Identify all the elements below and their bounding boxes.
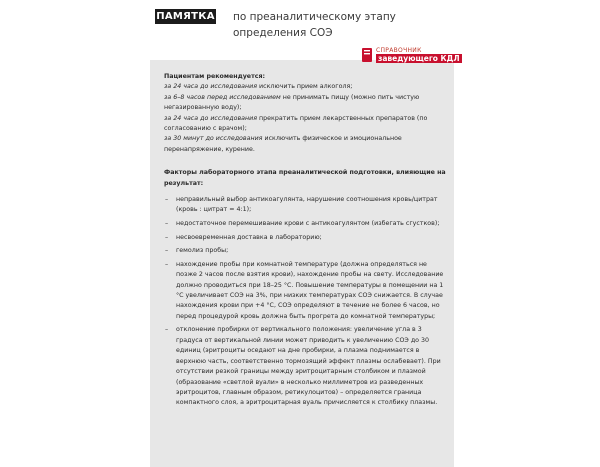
patients-item: за 6–8 часов перед исследованием не принимать пищу (можно пить чистую негазированную воду); xyxy=(164,93,420,112)
memo-subtitle xyxy=(233,9,423,41)
patients-item: за 30 минут до исследования исключить физическое и эмоциональное перенапряжение, курение. xyxy=(164,135,402,153)
factors-list-item: – нахождение пробы при комнатной температуре (должна определяться не позже 2 часов после взятия крови), нахождение пробы на свету. Исследование должно проводиться при 18–25 °С. Повышение температуры в помещении на 1 °С увеличивает СОЭ на 3%, при низких температурах СОЭ снижается. В случае нахождения крови при +4 °С, СОЭ определяют в течение не более 6 часов, но перед процедурой кровь должна быть прогрета до комнатной температуры; xyxy=(164,260,446,322)
memo-content xyxy=(164,72,446,412)
patients-item: за 24 часа до исследования исключить прием алкоголя; xyxy=(164,83,353,91)
logo-top-text: СПРАВОЧНИК xyxy=(376,47,422,54)
logo-bottom-text: заведующего КДЛ xyxy=(378,54,460,63)
book-icon xyxy=(362,48,372,62)
factors-list-item: – отклонение пробирки от вертикального положения: увеличение угла в 3 градуса от вертикальной линии может приводить к увеличению СОЭ до 30 единиц (эритроциты оседают на дне пробирки, а плазма поднимается в верхнюю часть, соответственно тормозящий эффект плазмы ослабевает). При отсутствии резкой границы между эритроцитарным столбиком и плазмой (образование «светлой вуали» в несколько миллиметров из разведенных эритроцитов, главным образом, ретикулоцитов) – определяется граница компактного слоя, а эритроцитарная вуаль причисляется к столбику плазмы. xyxy=(164,325,446,408)
patients-item: за 24 часа до исследования прекратить прием лекарственных препаратов (по согласованию с врачом); xyxy=(164,114,428,133)
factors-heading: Факторы лабораторного этапа преаналитической подготовки, влияющие на результат: xyxy=(164,169,446,187)
factors-list-item: – недостаточное перемешивание крови с антикоагулянтом (избегать сгустков); xyxy=(164,219,446,229)
subtitle-line-2: определения СОЭ xyxy=(233,27,333,39)
factors-list-item: – неправильный выбор антикоагулянта, нарушение соотношения кровь/цитрат (кровь : цитрат = 4:1); xyxy=(164,195,446,216)
subtitle-line-1: по преаналитическому этапу xyxy=(233,11,396,23)
factors-list-item: – несвоевременная доставка в лабораторию; xyxy=(164,233,446,243)
patients-heading: Пациентам рекомендуется: xyxy=(164,73,266,80)
factors-list-item: – гемолиз пробы; xyxy=(164,246,446,256)
publisher-logo xyxy=(362,47,460,65)
factors-list xyxy=(164,195,446,409)
memo-badge: ПАМЯТКА xyxy=(156,11,215,22)
